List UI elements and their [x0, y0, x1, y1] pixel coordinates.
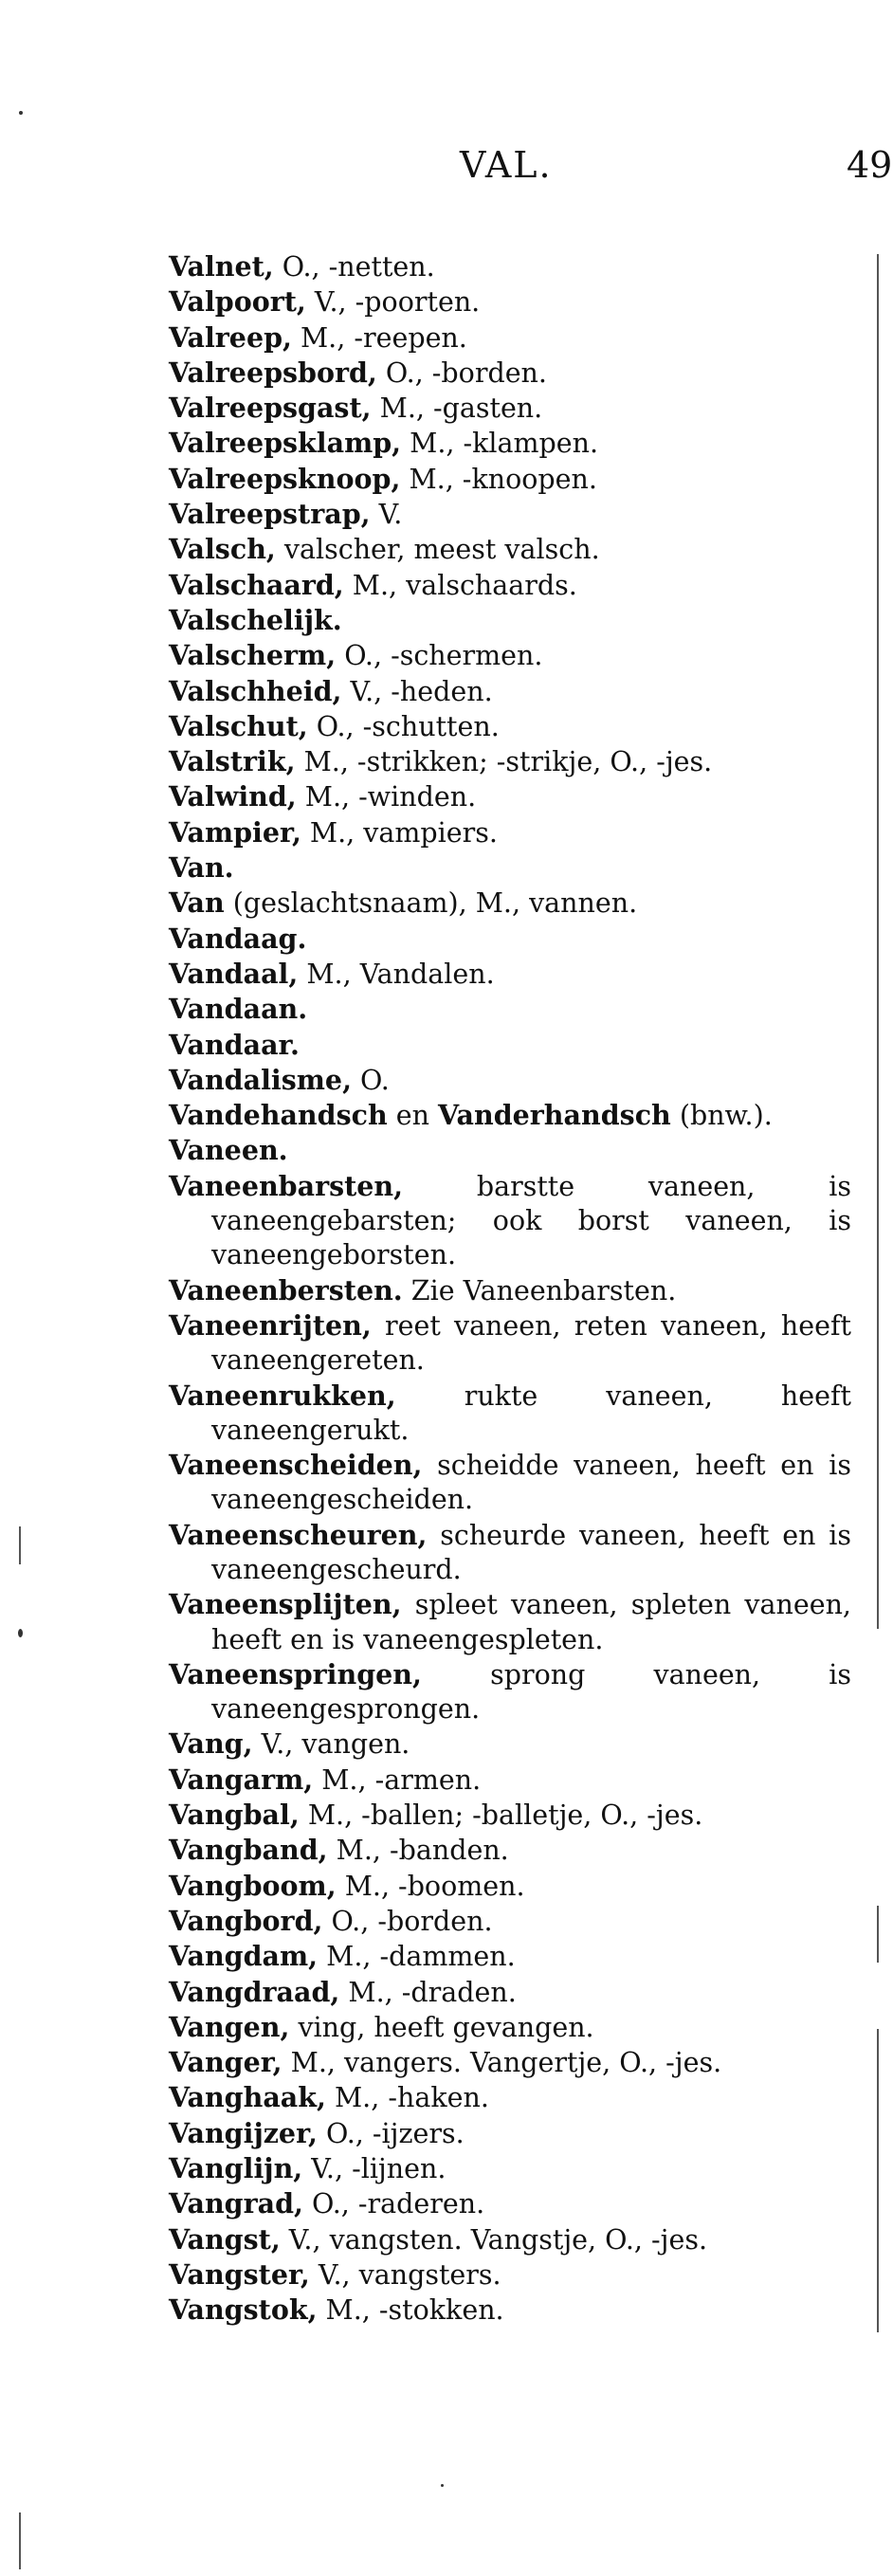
entry-headword: Valschaard,: [169, 568, 344, 601]
entry-definition: M., Vandalen.: [298, 958, 495, 990]
entry-headword: Vangster,: [169, 2257, 310, 2291]
dictionary-entry: [169, 674, 851, 709]
entry-headword: Vanger,: [169, 2046, 282, 2079]
entry-definition: O., -schutten.: [307, 710, 500, 742]
dictionary-entry: [169, 1379, 851, 1449]
dictionary-entry: [169, 815, 851, 850]
entry-headword: Vangst,: [169, 2222, 281, 2256]
entry-definition: M., -banden.: [327, 1835, 509, 1867]
dictionary-entry: [169, 284, 851, 320]
entry-headword: Vaneenbersten.: [169, 1273, 403, 1306]
entry-headword: Valwind,: [169, 780, 297, 813]
entry-headword: Vangdraad,: [169, 1975, 340, 2008]
dictionary-entry: [169, 603, 851, 638]
dictionary-entry: [169, 992, 851, 1027]
dictionary-entry: [169, 957, 851, 992]
entry-headword: Vandaal,: [169, 957, 299, 990]
dictionary-entry: [169, 1587, 851, 1657]
dictionary-entry: [169, 709, 851, 744]
dictionary-entry: [169, 850, 851, 886]
entry-headword: Vandaag.: [169, 922, 307, 955]
column-rule: [877, 254, 879, 1629]
dictionary-entry: [169, 922, 851, 957]
dictionary-entry: [169, 2080, 851, 2115]
entry-definition: scheurde vaneen, heeft en is vaneengescheurd.: [211, 1519, 851, 1585]
entry-headword: Vangboom,: [169, 1869, 337, 1902]
entry-headword: Valpoort,: [169, 285, 306, 319]
entry-definition: spleet vaneen, spleten vaneen, heeft en is vaneengespleten.: [211, 1589, 851, 1655]
entry-headword: Vangarm,: [169, 1763, 314, 1796]
entry-definition: O., -ijzers.: [317, 2117, 465, 2149]
entry-headword: Vangdam,: [169, 1940, 319, 1973]
entry-definition: M., -strikken; -strikje, O., -jes.: [295, 746, 713, 778]
entry-definition: M., vangers. Vangertje, O., -jes.: [282, 2047, 722, 2079]
entry-headword: Vangstok,: [169, 2293, 318, 2327]
running-head: VAL.: [460, 144, 553, 186]
entry-definition: M., valschaards.: [343, 569, 577, 601]
dictionary-entry: [169, 2257, 851, 2293]
entry-definition: O., -netten.: [273, 251, 435, 283]
entry-list: [169, 249, 851, 2329]
entry-headword: Vaneenbarsten,: [169, 1169, 404, 1202]
entry-headword: Vangen,: [169, 2010, 290, 2043]
dictionary-entry: [169, 356, 851, 391]
dictionary-entry: [169, 1798, 851, 1833]
entry-headword: Vandalisme,: [169, 1063, 352, 1096]
entry-definition: O.: [352, 1064, 390, 1096]
dictionary-entry: [169, 1518, 851, 1588]
entry-headword: Valnet,: [169, 250, 274, 283]
dictionary-entry: [169, 744, 851, 779]
dictionary-entry: [169, 2116, 851, 2151]
dictionary-entry: [169, 1098, 851, 1133]
dictionary-entry: [169, 462, 851, 497]
entry-headword: Vaneenscheiden,: [169, 1449, 423, 1482]
entry-headword: Valscherm,: [169, 639, 337, 672]
entry-headword: Valstrik,: [169, 745, 296, 778]
entry-headword: Valreepstrap,: [169, 498, 371, 531]
dictionary-entry: [169, 2151, 851, 2186]
dictionary-entry: [169, 1975, 851, 2010]
entry-headword: Valreepsklamp,: [169, 427, 402, 460]
page-header: [0, 144, 893, 192]
dictionary-entry: [169, 1063, 851, 1098]
entry-definition: V.: [370, 499, 403, 531]
dictionary-entry: [169, 638, 851, 673]
entry-definition: ving, heeft gevangen.: [289, 2011, 594, 2043]
dictionary-entry: [169, 1726, 851, 1762]
entry-definition: (geslachtsnaam), M., vannen.: [224, 887, 638, 920]
dictionary-entry: [169, 2186, 851, 2221]
entry-definition: M., -gasten.: [371, 393, 543, 425]
entry-headword: Valschut,: [169, 709, 308, 742]
entry-headword: Vaneenrukken,: [169, 1379, 396, 1412]
entry-definition: M., -ballen; -balletje, O., -jes.: [299, 1800, 703, 1832]
entry-definition: V., -poorten.: [305, 286, 481, 319]
entry-headword: Vang,: [169, 1727, 253, 1761]
entry-headword: Vaneen.: [169, 1134, 288, 1167]
entry-definition: scheidde vaneen, heeft en is vaneengescheiden.: [211, 1450, 851, 1516]
page-number: 49: [847, 144, 893, 186]
entry-headword: Valreepsknoop,: [169, 462, 401, 495]
entry-headword: Vandaan.: [169, 993, 308, 1026]
column-rule: [877, 1906, 879, 1963]
entry-headword: Valreep,: [169, 320, 292, 354]
entry-definition: M., -dammen.: [318, 1941, 516, 1973]
entry-definition: O., -borden.: [376, 356, 547, 389]
column-rule: [877, 2029, 879, 2332]
entry-definition: M., -stokken.: [317, 2294, 504, 2327]
page-speck: [441, 2484, 444, 2487]
dictionary-entry: [169, 2293, 851, 2328]
entry-headword: Valschelijk.: [169, 603, 342, 636]
entry-headword: Vangrad,: [169, 2187, 303, 2220]
page-edge-mark: [19, 1526, 21, 1564]
entry-headword: Vaneenscheuren,: [169, 1518, 428, 1551]
page-speck: [19, 111, 23, 115]
entry-definition: O., -schermen.: [336, 640, 543, 672]
dictionary-entry: [169, 497, 851, 532]
dictionary-entry: [169, 2045, 851, 2080]
dictionary-entry: [169, 779, 851, 814]
entry-headword: Vangband,: [169, 1834, 328, 1867]
entry-headword: Van.: [169, 851, 234, 885]
dictionary-entry: [169, 1904, 851, 1939]
dictionary-entry: [169, 1028, 851, 1063]
dictionary-entry: [169, 532, 851, 567]
dictionary-entry: [169, 1939, 851, 1974]
entry-definition: V., vangsten. Vangstje, O., -jes.: [280, 2223, 708, 2256]
entry-headword: Valreepsbord,: [169, 356, 377, 389]
entry-definition: M., vampiers.: [301, 816, 498, 849]
dictionary-entry: [169, 2222, 851, 2257]
entry-headword: Vangbal,: [169, 1799, 300, 1832]
entry-definition: M., -haken.: [325, 2082, 489, 2114]
entry-headword: Vandehandsch: [169, 1099, 388, 1132]
dictionary-entry: [169, 249, 851, 284]
entry-headword: Vaneensplijten,: [169, 1588, 402, 1621]
page-speck: [18, 1629, 23, 1637]
entry-headword: Vaneenrijten,: [169, 1308, 372, 1342]
entry-definition: V., vangsters.: [309, 2258, 501, 2291]
dictionary-entry: [169, 1133, 851, 1168]
entry-definition: rukte vaneen, heeft vaneengerukt.: [211, 1379, 851, 1446]
dictionary-entry: [169, 426, 851, 461]
dictionary-entry: [169, 568, 851, 603]
entry-definition: Zie Vaneenbarsten.: [402, 1274, 677, 1306]
dictionary-entry: [169, 1308, 851, 1379]
entry-headword: Vangijzer,: [169, 2116, 318, 2149]
dictionary-entry: [169, 1869, 851, 1904]
entry-headword: Vanglijn,: [169, 2152, 303, 2185]
entry-headword: Vandaar.: [169, 1028, 300, 1061]
dictionary-entry: [169, 886, 851, 921]
entry-headword: Van: [169, 886, 225, 920]
dictionary-entry: [169, 391, 851, 426]
dictionary-entry: [169, 2010, 851, 2045]
entry-definition: M., -armen.: [313, 1763, 482, 1796]
dictionary-entry: [169, 1657, 851, 1727]
entry-definition: M., -klampen.: [401, 428, 599, 460]
entry-headword: Valsch,: [169, 533, 276, 566]
dictionary-entry: [169, 320, 851, 356]
entry-definition: (bnw.).: [670, 1100, 773, 1132]
entry-definition: sprong vaneen, is vaneengesprongen.: [211, 1658, 851, 1726]
dictionary-entry: [169, 1273, 851, 1308]
entry-definition: M., -knoopen.: [400, 463, 597, 495]
dictionary-entry: [169, 1169, 851, 1273]
entry-headword: Vampier,: [169, 815, 301, 849]
entry-definition: O., -raderen.: [302, 2188, 485, 2220]
entry-definition: reet vaneen, reten vaneen, heeft vaneengereten.: [211, 1309, 851, 1377]
dictionary-entry: [169, 1448, 851, 1518]
entry-definition: O., -borden.: [322, 1905, 493, 1937]
entry-definition: M., -winden.: [296, 781, 477, 813]
entry-headword: Vaneenspringen,: [169, 1657, 422, 1690]
entry-definition: M., -draden.: [339, 1976, 517, 2008]
entry-definition: V., -lijnen.: [302, 2153, 446, 2185]
page-edge-mark: [19, 2512, 21, 2569]
entry-headword: Vanghaak,: [169, 2081, 326, 2114]
entry-headword: Valschheid,: [169, 674, 342, 707]
entry-headword: Vangbord,: [169, 1904, 323, 1937]
entry-definition: valscher, meest valsch.: [275, 534, 600, 566]
entry-definition: M., -boomen.: [336, 1870, 525, 1902]
entry-definition: M., -reepen.: [291, 321, 467, 354]
entry-definition: barstte vaneen, is vaneengebarsten; ook borst vaneen, is vaneengeborsten.: [211, 1170, 851, 1271]
dictionary-entry: [169, 1833, 851, 1868]
entry-definition: V., vangen.: [252, 1728, 410, 1761]
entry-definition: en: [387, 1100, 439, 1132]
entry-definition: V., -heden.: [341, 675, 493, 707]
entry-headword: Valreepsgast,: [169, 392, 372, 425]
dictionary-entry: [169, 1763, 851, 1798]
entry-headword-variant: Vanderhandsch: [438, 1099, 671, 1132]
